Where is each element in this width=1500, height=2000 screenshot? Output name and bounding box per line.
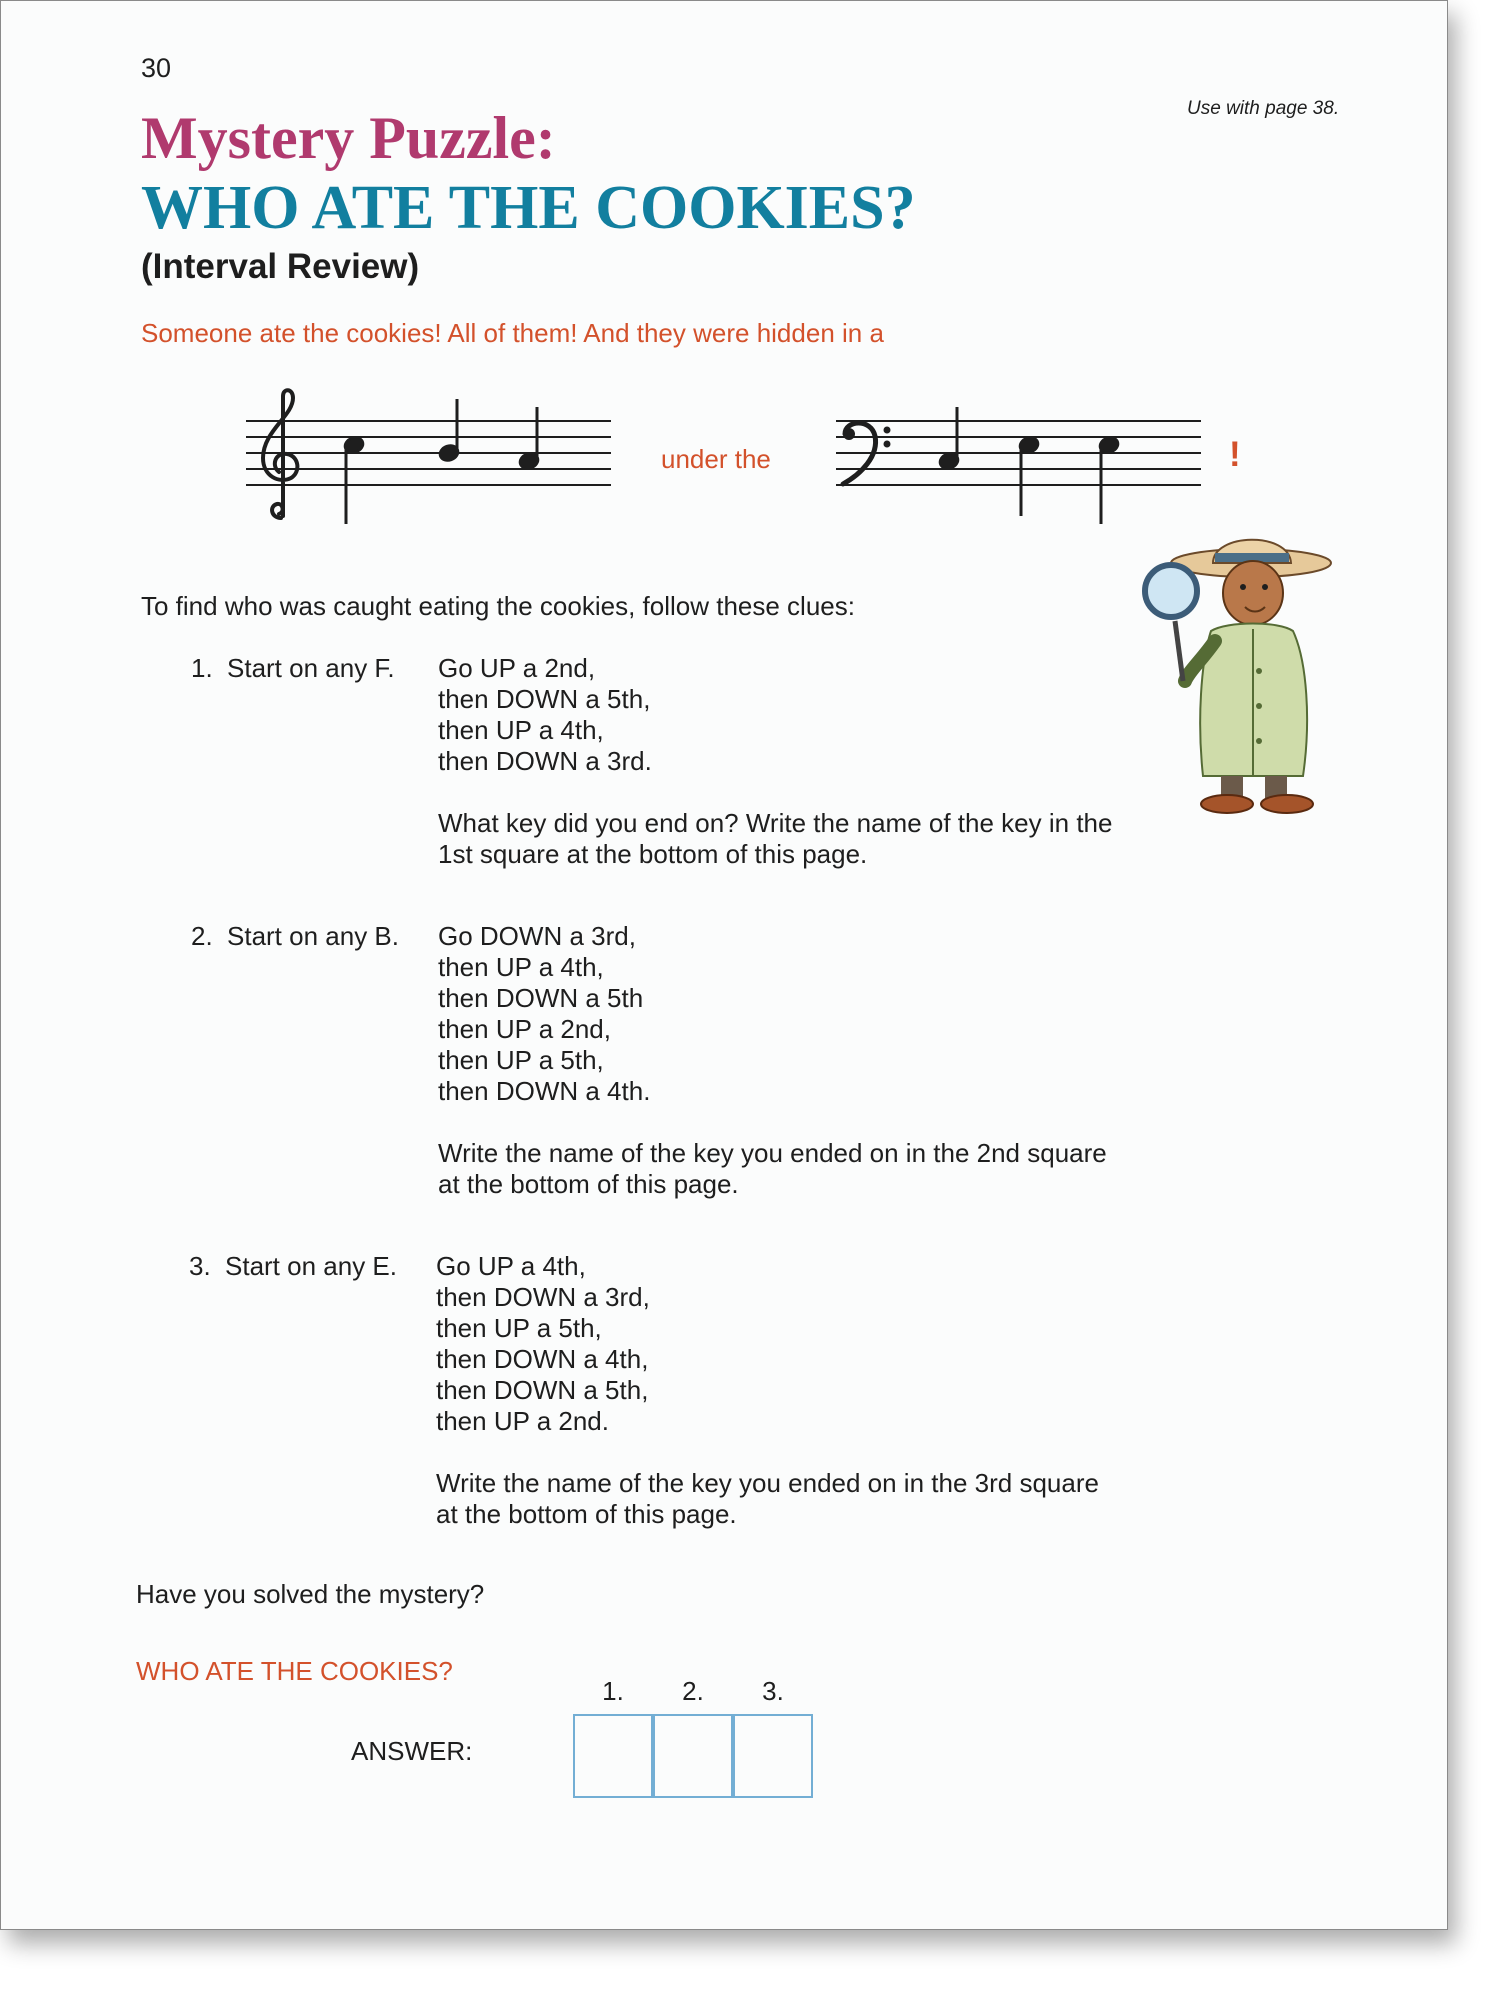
answer-box-3[interactable] <box>733 1714 813 1798</box>
treble-clef-icon <box>263 390 297 518</box>
under-the-text: under the <box>661 444 771 474</box>
clue-step: Go UP a 4th, <box>436 1251 586 1281</box>
clues-intro: To find who was caught eating the cookies, follow these clues: <box>141 591 855 621</box>
answer-box-2[interactable] <box>653 1714 733 1798</box>
clue-2-instruction <box>438 1138 1107 1200</box>
clue-step: then UP a 5th, <box>436 1313 602 1343</box>
clue-step: then UP a 2nd. <box>436 1406 609 1436</box>
answer-box-number-2: 2. <box>682 1676 704 1706</box>
answer-label: ANSWER: <box>351 1736 473 1766</box>
clue-step: Go UP a 2nd, <box>438 653 596 683</box>
clue-3-instruction <box>436 1468 1099 1530</box>
exclamation-mark: ! <box>1229 435 1241 474</box>
treble-staff-notation <box>241 386 621 531</box>
clue-1-number: 1. <box>191 653 213 683</box>
clue-1-steps <box>438 653 652 777</box>
clue-2-steps <box>438 921 650 1107</box>
clue-step: then DOWN a 5th, <box>436 1375 649 1405</box>
instruction-line: 1st square at the bottom of this page. <box>438 839 868 869</box>
clue-step: then UP a 4th, <box>438 952 604 982</box>
clue-step: then DOWN a 3rd, <box>436 1282 650 1312</box>
answer-box-1[interactable] <box>573 1714 653 1798</box>
clue-step: then UP a 5th, <box>438 1045 604 1075</box>
clue-1-start: Start on any F. <box>227 653 395 683</box>
clue-2-start: Start on any B. <box>227 921 399 951</box>
instruction-line: What key did you end on? Write the name of the key in the <box>438 808 1113 838</box>
detective-illustration <box>1141 521 1341 821</box>
title-line-2: WHO ATE THE COOKIES? <box>141 174 916 242</box>
intro-text: Someone ate the cookies! All of them! And they were hidden in a <box>141 318 884 348</box>
title-line-1: Mystery Puzzle: <box>141 105 556 171</box>
clue-step: then UP a 2nd, <box>438 1014 611 1044</box>
instruction-line: Write the name of the key you ended on in the 2nd square <box>438 1138 1107 1168</box>
clue-step: then DOWN a 5th <box>438 983 644 1013</box>
clue-step: then DOWN a 4th. <box>438 1076 651 1106</box>
solved-question: Have you solved the mystery? <box>136 1579 485 1609</box>
clue-step: Go DOWN a 3rd, <box>438 921 636 951</box>
answer-box-number-3: 3. <box>762 1676 784 1706</box>
instruction-line: at the bottom of this page. <box>438 1169 739 1199</box>
bass-staff-notation <box>831 386 1211 531</box>
who-ate-question: WHO ATE THE COOKIES? <box>136 1656 453 1686</box>
clue-step: then UP a 4th, <box>438 715 604 745</box>
clue-step: then DOWN a 3rd. <box>438 746 652 776</box>
clue-3-start: Start on any E. <box>225 1251 397 1281</box>
subtitle: (Interval Review) <box>141 247 420 286</box>
answer-box-number-1: 1. <box>602 1676 624 1706</box>
clue-3-steps <box>436 1251 650 1437</box>
clue-step: then DOWN a 5th, <box>438 684 651 714</box>
clue-2-number: 2. <box>191 921 213 951</box>
page-number: 30 <box>141 53 172 83</box>
clue-3-number: 3. <box>189 1251 211 1281</box>
instruction-line: at the bottom of this page. <box>436 1499 737 1529</box>
instruction-line: Write the name of the key you ended on in the 3rd square <box>436 1468 1099 1498</box>
use-with-note: Use with page 38. <box>1187 98 1340 119</box>
clue-1-instruction <box>438 808 1112 870</box>
clue-step: then DOWN a 4th, <box>436 1344 649 1374</box>
